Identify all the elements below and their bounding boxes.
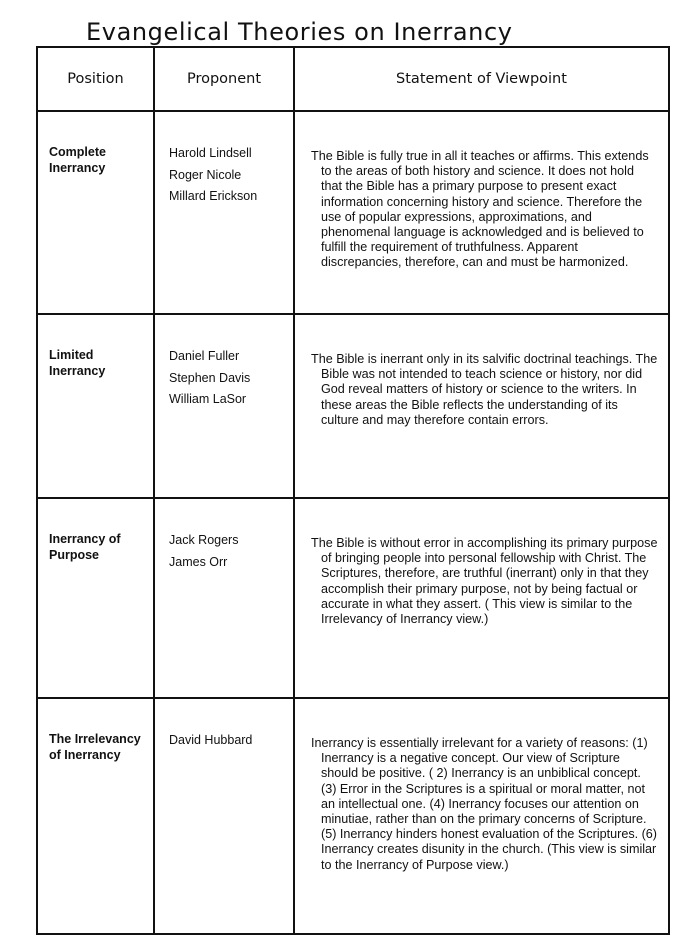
table-row <box>37 698 669 934</box>
proponent-name: Harold Lindsell <box>169 146 252 160</box>
position-cell <box>37 498 154 698</box>
proponent-cell <box>154 698 294 934</box>
proponent-name: James Orr <box>169 554 228 569</box>
proponent-name: Roger Nicole <box>169 167 242 182</box>
position-cell <box>37 698 154 934</box>
proponent-list <box>155 699 293 752</box>
table-row <box>37 498 669 698</box>
statement-text: The Bible is without error in accomplishing its primary purpose of bringing people into personal fellowship with Christ. The Scriptures, therefore, are truthful (inerrant) only in that they accomplish their primary purpose, not by being factual or accurate in what they assert. ( This view is similar to the Irrelevancy of Inerrancy view.) <box>311 536 658 627</box>
proponent-list <box>155 499 293 573</box>
proponent-cell <box>154 314 294 498</box>
table-header-row <box>37 47 669 111</box>
proponent-name: William LaSor <box>169 392 247 406</box>
theories-table <box>36 46 670 935</box>
position-cell <box>37 314 154 498</box>
statement-text: The Bible is inerrant only in its salvific doctrinal teachings. The Bible was not intended to teach science or history, nor did God reveal matters of history or science to the writers. In these areas the Bible reflects the understanding of its culture and may therefore contain errors. <box>311 352 658 427</box>
statement-text: Inerrancy is essentially irrelevant for a variety of reasons: (1) Inerrancy is a negative concept. Our view of Scripture should be positive. ( 2) Inerrancy is an unbiblical concept. (3) Error in the Scriptures is a spiritual or moral matter, not an intellectual one. (4) Inerrancy focuses our attention on minutiae, rather than on the primary concerns of Scripture. (5) Inerrancy hinders honest evaluation of the Scriptures. (6) Inerrancy creates disunity in the church. (This view is similar to the Inerrancy of Purpose view.) <box>311 736 658 872</box>
proponent-cell <box>154 111 294 314</box>
position-column-header: Position <box>37 47 154 111</box>
position-name: Inerrancy of Purpose <box>49 532 121 562</box>
proponent-list <box>155 112 293 208</box>
proponent-name: Daniel Fuller <box>169 349 240 363</box>
proponent-column-header: Proponent <box>154 47 294 111</box>
proponent-name: Millard Erickson <box>169 189 258 203</box>
proponent-cell <box>154 498 294 698</box>
statement-cell <box>294 498 669 698</box>
statement-cell <box>294 111 669 314</box>
position-name: The Irrelevancy of Inerrancy <box>49 732 141 762</box>
statement-cell <box>294 698 669 934</box>
position-name: Limited Inerrancy <box>49 348 106 378</box>
proponent-name: Stephen Davis <box>169 370 251 385</box>
table-row <box>37 314 669 498</box>
position-cell <box>37 111 154 314</box>
statement-text: The Bible is fully true in all it teaches or affirms. This extends to the areas of both history and science. It does not hold that the Bible has a primary purpose to present exact information concerning history and science. Therefore the use of popular expressions, approximations, and phenomenal language is acknowledged and is believed to fulfill the requirement of truthfulness. Apparent discrepancies, therefore, can and must be harmonized. <box>311 149 649 270</box>
page-title: Evangelical Theories on Inerrancy <box>86 18 513 46</box>
statement-column-header: Statement of Viewpoint <box>294 47 669 111</box>
proponent-name: David Hubbard <box>169 733 253 747</box>
statement-cell <box>294 314 669 498</box>
proponent-name: Jack Rogers <box>169 533 239 547</box>
table-row <box>37 111 669 314</box>
position-name: Complete Inerrancy <box>49 145 106 175</box>
proponent-list <box>155 315 293 411</box>
